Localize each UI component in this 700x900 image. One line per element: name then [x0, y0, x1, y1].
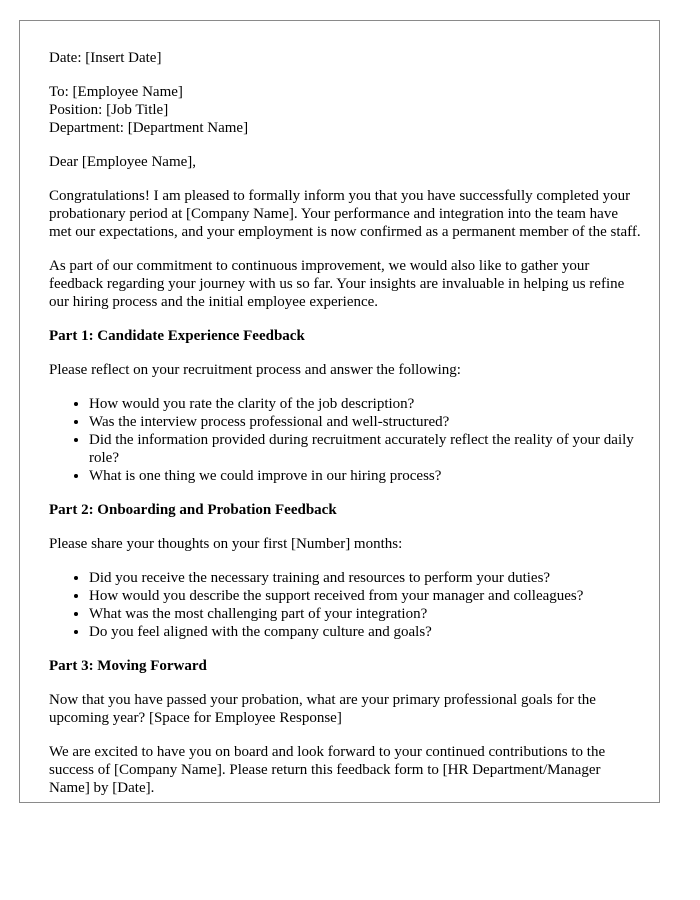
part3-heading: Part 3: Moving Forward	[49, 658, 207, 674]
salutation: Dear [Employee Name],	[49, 154, 197, 170]
part2-question: • Do you feel aligned with the company culture and goals?	[89, 623, 641, 641]
part3-prompt: Now that you have passed your probation, what are your primary professional goals for the upcoming year? [Space for Employee Response]	[49, 692, 596, 726]
part2-question: • Did you receive the necessary training and resources to perform your duties?	[89, 569, 641, 587]
closing-paragraph: We are excited to have you on board and look forward to your continued contributions to the success of [Company Name]. Please return this feedback form to [HR Department/Manager Name] by [Date].	[49, 744, 606, 796]
recipient-position-line: Position: [Job Title]	[49, 102, 169, 118]
part2-heading: Part 2: Onboarding and Probation Feedback	[49, 502, 337, 518]
letter-page	[19, 20, 660, 803]
recipient-block	[49, 83, 641, 137]
recipient-department-line: Department: [Department Name]	[49, 120, 249, 136]
feedback-request-paragraph: As part of our commitment to continuous improvement, we would also like to gather your feedback regarding your journey with us so far. Your insights are invaluable in helping us refine our hiring process and the initial employee experience.	[49, 258, 625, 310]
part2-prompt: Please share your thoughts on your first [Number] months:	[49, 536, 403, 552]
part1-question: • Did the information provided during recruitment accurately reflect the reality of your daily role?	[89, 431, 641, 467]
part1-heading: Part 1: Candidate Experience Feedback	[49, 328, 305, 344]
part1-question: • What is one thing we could improve in our hiring process?	[89, 467, 641, 485]
part2-question: • How would you describe the support received from your manager and colleagues?	[89, 587, 641, 605]
part2-question: • What was the most challenging part of your integration?	[89, 605, 641, 623]
recipient-name-line: To: [Employee Name]	[49, 84, 183, 100]
letter-content	[49, 49, 641, 803]
part1-question-list	[49, 395, 641, 485]
congratulations-paragraph: Congratulations! I am pleased to formally inform you that you have successfully completed your probationary period at [Company Name]. Your performance and integration into the team have met our expectations, and your employment is now confirmed as a permanent member of the staff.	[49, 188, 641, 240]
part2-question-list	[49, 569, 641, 641]
part1-question: • Was the interview process professional and well-structured?	[89, 413, 641, 431]
date-line: Date: [Insert Date]	[49, 50, 162, 66]
part1-question: • How would you rate the clarity of the job description?	[89, 395, 641, 413]
letter-header	[49, 49, 641, 67]
part1-prompt: Please reflect on your recruitment process and answer the following:	[49, 362, 461, 378]
